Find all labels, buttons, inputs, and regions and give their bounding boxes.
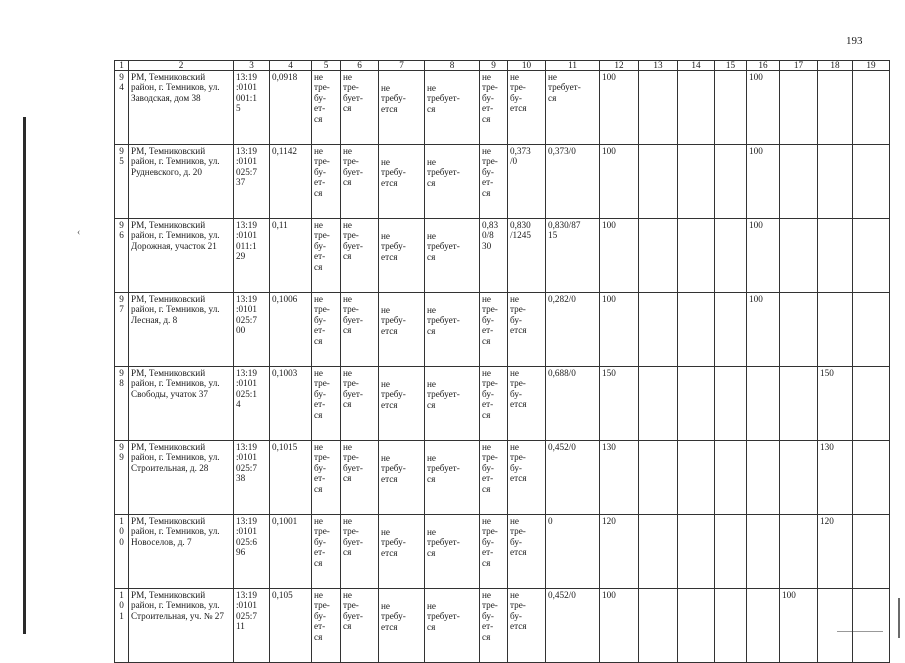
- table-cell-col-12: 150: [600, 367, 639, 441]
- table-cell-col-15: [715, 71, 747, 145]
- table-cell-col-1: 9 5: [115, 145, 129, 219]
- table-cell-col-1: 1 0 0: [115, 515, 129, 589]
- table-cell-col-4: 0,1001: [270, 515, 312, 589]
- table-cell-col-14: [678, 367, 715, 441]
- table-cell-col-2: РМ, Темниковский район, г. Темников, ул. Заводская, дом 38: [129, 71, 234, 145]
- table-cell-col-8: не требует- ся: [425, 441, 480, 515]
- table-row: [115, 589, 890, 663]
- table-cell-col-14: [678, 71, 715, 145]
- table-cell-col-8: не требует- ся: [425, 589, 480, 663]
- table-cell-col-1: 1 0 1: [115, 589, 129, 663]
- table-cell-col-4: 0,105: [270, 589, 312, 663]
- table-cell-col-5: не тре- бу- ет- ся: [312, 219, 341, 293]
- table-cell-col-19: [853, 515, 890, 589]
- column-number-3: 3: [234, 61, 270, 71]
- table-cell-col-3: 13:19 :0101 025:7 37: [234, 145, 270, 219]
- table-cell-col-4: 0,1015: [270, 441, 312, 515]
- table-cell-col-14: [678, 589, 715, 663]
- column-number-19: 19: [853, 61, 890, 71]
- table-cell-col-4: 0,1006: [270, 293, 312, 367]
- table-cell-col-19: [853, 367, 890, 441]
- table-cell-col-17: [780, 515, 818, 589]
- table-cell-col-9: 0,83 0/8 30: [480, 219, 508, 293]
- column-number-8: 8: [425, 61, 480, 71]
- table-cell-col-12: 100: [600, 293, 639, 367]
- table-cell-col-4: 0,1142: [270, 145, 312, 219]
- table-cell-col-10: не тре- бу- ется: [508, 293, 546, 367]
- table-cell-col-2: РМ, Темниковский район, г. Темников, ул. Свободы, учаток 37: [129, 367, 234, 441]
- table-cell-col-4: 0,1003: [270, 367, 312, 441]
- table-cell-col-14: [678, 293, 715, 367]
- table-row: [115, 71, 890, 145]
- table-cell-col-15: [715, 219, 747, 293]
- table-cell-col-8: не требует- ся: [425, 293, 480, 367]
- table-cell-col-17: [780, 367, 818, 441]
- table-cell-col-6: не тре- бует- ся: [341, 219, 379, 293]
- table-cell-col-11: 0,452/0: [546, 589, 600, 663]
- table-row: [115, 293, 890, 367]
- table-cell-col-16: [747, 515, 780, 589]
- table-cell-col-16: [747, 441, 780, 515]
- table-cell-col-8: не требует- ся: [425, 515, 480, 589]
- margin-mark: ‹: [77, 227, 81, 238]
- table-cell-col-10: не тре- бу- ется: [508, 367, 546, 441]
- table-cell-col-1: 9 4: [115, 71, 129, 145]
- table-cell-col-6: не тре- бует- ся: [341, 293, 379, 367]
- column-number-17: 17: [780, 61, 818, 71]
- table-cell-col-17: 100: [780, 589, 818, 663]
- table-cell-col-11: 0,452/0: [546, 441, 600, 515]
- table-cell-col-1: 9 9: [115, 441, 129, 515]
- table-cell-col-9: не тре- бу- ет- ся: [480, 71, 508, 145]
- table-cell-col-16: [747, 367, 780, 441]
- table-cell-col-2: РМ, Темниковский район, г. Темников, ул. Строительная, д. 28: [129, 441, 234, 515]
- table-cell-col-9: не тре- бу- ет- ся: [480, 293, 508, 367]
- table-cell-col-9: не тре- бу- ет- ся: [480, 145, 508, 219]
- column-number-5: 5: [312, 61, 341, 71]
- table-cell-col-3: 13:19 :0101 025:1 4: [234, 367, 270, 441]
- column-number-14: 14: [678, 61, 715, 71]
- table-cell-col-1: 9 6: [115, 219, 129, 293]
- table-cell-col-19: [853, 589, 890, 663]
- table-cell-col-16: 100: [747, 145, 780, 219]
- column-number-18: 18: [818, 61, 853, 71]
- table-cell-col-8: не требует- ся: [425, 145, 480, 219]
- table-cell-col-5: не тре- бу- ет- ся: [312, 293, 341, 367]
- table-cell-col-18: [818, 145, 853, 219]
- table-cell-col-18: [818, 71, 853, 145]
- table-cell-col-17: [780, 219, 818, 293]
- table-cell-col-15: [715, 589, 747, 663]
- column-number-1: 1: [115, 61, 129, 71]
- table-cell-col-11: 0,282/0: [546, 293, 600, 367]
- table-row: [115, 441, 890, 515]
- table-cell-col-13: [639, 293, 678, 367]
- table-cell-col-10: не тре- бу- ется: [508, 515, 546, 589]
- table-cell-col-18: 130: [818, 441, 853, 515]
- table-cell-col-10: 0,373 /0: [508, 145, 546, 219]
- table-cell-col-19: [853, 293, 890, 367]
- table-cell-col-7: не требу- ется: [379, 589, 425, 663]
- column-number-12: 12: [600, 61, 639, 71]
- table-row: [115, 367, 890, 441]
- table-cell-col-6: не тре- бует- ся: [341, 589, 379, 663]
- table-cell-col-19: [853, 145, 890, 219]
- table-cell-col-6: не тре- бует- ся: [341, 71, 379, 145]
- table-cell-col-8: не требует- ся: [425, 71, 480, 145]
- column-number-7: 7: [379, 61, 425, 71]
- table-cell-col-7: не требу- ется: [379, 71, 425, 145]
- table-cell-col-7: не требу- ется: [379, 219, 425, 293]
- table-cell-col-15: [715, 441, 747, 515]
- table-cell-col-13: [639, 71, 678, 145]
- table-cell-col-3: 13:19 :0101 025:7 38: [234, 441, 270, 515]
- margin-bar: [23, 117, 26, 634]
- table-cell-col-4: 0,11: [270, 219, 312, 293]
- table-cell-col-19: [853, 441, 890, 515]
- table-cell-col-10: не тре- бу- ется: [508, 441, 546, 515]
- table-cell-col-7: не требу- ется: [379, 441, 425, 515]
- table-cell-col-15: [715, 367, 747, 441]
- table-cell-col-18: [818, 293, 853, 367]
- table-cell-col-1: 9 7: [115, 293, 129, 367]
- table-cell-col-3: 13:19 :0101 025:7 00: [234, 293, 270, 367]
- table-row: [115, 145, 890, 219]
- table-cell-col-8: не требует- ся: [425, 219, 480, 293]
- column-number-2: 2: [129, 61, 234, 71]
- table-cell-col-18: [818, 589, 853, 663]
- table-cell-col-16: 100: [747, 219, 780, 293]
- table-cell-col-12: 100: [600, 589, 639, 663]
- table-row: [115, 219, 890, 293]
- table-cell-col-9: не тре- бу- ет- ся: [480, 515, 508, 589]
- table-cell-col-7: не требу- ется: [379, 367, 425, 441]
- table-cell-col-12: 100: [600, 71, 639, 145]
- table-cell-col-14: [678, 219, 715, 293]
- table-cell-col-13: [639, 441, 678, 515]
- table-cell-col-12: 100: [600, 219, 639, 293]
- table-cell-col-6: не тре- бует- ся: [341, 515, 379, 589]
- table-cell-col-14: [678, 145, 715, 219]
- table-cell-col-18: 150: [818, 367, 853, 441]
- table-cell-col-2: РМ, Темниковский район, г. Темников, ул. Строительная, уч. № 27: [129, 589, 234, 663]
- table-cell-col-5: не тре- бу- ет- ся: [312, 145, 341, 219]
- table-cell-col-5: не тре- бу- ет- ся: [312, 515, 341, 589]
- page-number: 193: [846, 35, 863, 47]
- table-cell-col-7: не требу- ется: [379, 515, 425, 589]
- table-cell-col-17: [780, 293, 818, 367]
- table-cell-col-15: [715, 145, 747, 219]
- table-cell-col-7: не требу- ется: [379, 145, 425, 219]
- table-cell-col-10: не тре- бу- ется: [508, 71, 546, 145]
- table-cell-col-11: 0: [546, 515, 600, 589]
- land-plot-table: [114, 60, 890, 663]
- table-cell-col-15: [715, 293, 747, 367]
- scan-edge-line: [898, 598, 900, 638]
- table-cell-col-7: не требу- ется: [379, 293, 425, 367]
- table-cell-col-13: [639, 367, 678, 441]
- table-cell-col-19: [853, 219, 890, 293]
- table-cell-col-12: 130: [600, 441, 639, 515]
- table-cell-col-13: [639, 145, 678, 219]
- table-cell-col-14: [678, 441, 715, 515]
- table-cell-col-3: 13:19 :0101 001:1 5: [234, 71, 270, 145]
- table-cell-col-18: [818, 219, 853, 293]
- table-cell-col-2: РМ, Темниковский район, г. Темников, ул. Новоселов, д. 7: [129, 515, 234, 589]
- table-cell-col-1: 9 8: [115, 367, 129, 441]
- table-cell-col-6: не тре- бует- ся: [341, 145, 379, 219]
- table-cell-col-13: [639, 589, 678, 663]
- table-cell-col-4: 0,0918: [270, 71, 312, 145]
- table-cell-col-18: 120: [818, 515, 853, 589]
- table-cell-col-15: [715, 515, 747, 589]
- table-cell-col-5: не тре- бу- ет- ся: [312, 71, 341, 145]
- column-number-10: 10: [508, 61, 546, 71]
- table-cell-col-3: 13:19 :0101 025:7 11: [234, 589, 270, 663]
- table-cell-col-11: 0,830/87 15: [546, 219, 600, 293]
- table-cell-col-11: 0,688/0: [546, 367, 600, 441]
- table-cell-col-16: [747, 589, 780, 663]
- table-cell-col-5: не тре- бу- ет- ся: [312, 367, 341, 441]
- table-cell-col-11: 0,373/0: [546, 145, 600, 219]
- table-cell-col-10: 0,830 /1245: [508, 219, 546, 293]
- column-number-9: 9: [480, 61, 508, 71]
- table-cell-col-2: РМ, Темниковский район, г. Темников, ул. Лесная, д. 8: [129, 293, 234, 367]
- table-cell-col-3: 13:19 :0101 025:6 96: [234, 515, 270, 589]
- table-cell-col-9: не тре- бу- ет- ся: [480, 367, 508, 441]
- table-cell-col-13: [639, 219, 678, 293]
- column-number-13: 13: [639, 61, 678, 71]
- table-cell-col-17: [780, 71, 818, 145]
- table-cell-col-5: не тре- бу- ет- ся: [312, 441, 341, 515]
- table-cell-col-9: не тре- бу- ет- ся: [480, 589, 508, 663]
- table-cell-col-17: [780, 441, 818, 515]
- table-cell-col-2: РМ, Темниковский район, г. Темников, ул. Рудневского, д. 20: [129, 145, 234, 219]
- table-cell-col-2: РМ, Темниковский район, г. Темников, ул. Дорожная, участок 21: [129, 219, 234, 293]
- table-cell-col-17: [780, 145, 818, 219]
- table-cell-col-14: [678, 515, 715, 589]
- table-cell-col-16: 100: [747, 293, 780, 367]
- table-cell-col-9: не тре- бу- ет- ся: [480, 441, 508, 515]
- table-row: [115, 515, 890, 589]
- table-cell-col-12: 100: [600, 145, 639, 219]
- table-cell-col-11: не требует- ся: [546, 71, 600, 145]
- column-number-4: 4: [270, 61, 312, 71]
- table-cell-col-10: не тре- бу- ется: [508, 589, 546, 663]
- column-number-6: 6: [341, 61, 379, 71]
- table-cell-col-6: не тре- бует- ся: [341, 367, 379, 441]
- table-cell-col-8: не требует- ся: [425, 367, 480, 441]
- column-number-15: 15: [715, 61, 747, 71]
- table-cell-col-5: не тре- бу- ет- ся: [312, 589, 341, 663]
- table-header-row: [115, 61, 890, 71]
- table-cell-col-12: 120: [600, 515, 639, 589]
- table-cell-col-13: [639, 515, 678, 589]
- table-cell-col-16: 100: [747, 71, 780, 145]
- table-cell-col-6: не тре- бует- ся: [341, 441, 379, 515]
- column-number-11: 11: [546, 61, 600, 71]
- table-cell-col-3: 13:19 :0101 011:1 29: [234, 219, 270, 293]
- column-number-16: 16: [747, 61, 780, 71]
- table-cell-col-19: [853, 71, 890, 145]
